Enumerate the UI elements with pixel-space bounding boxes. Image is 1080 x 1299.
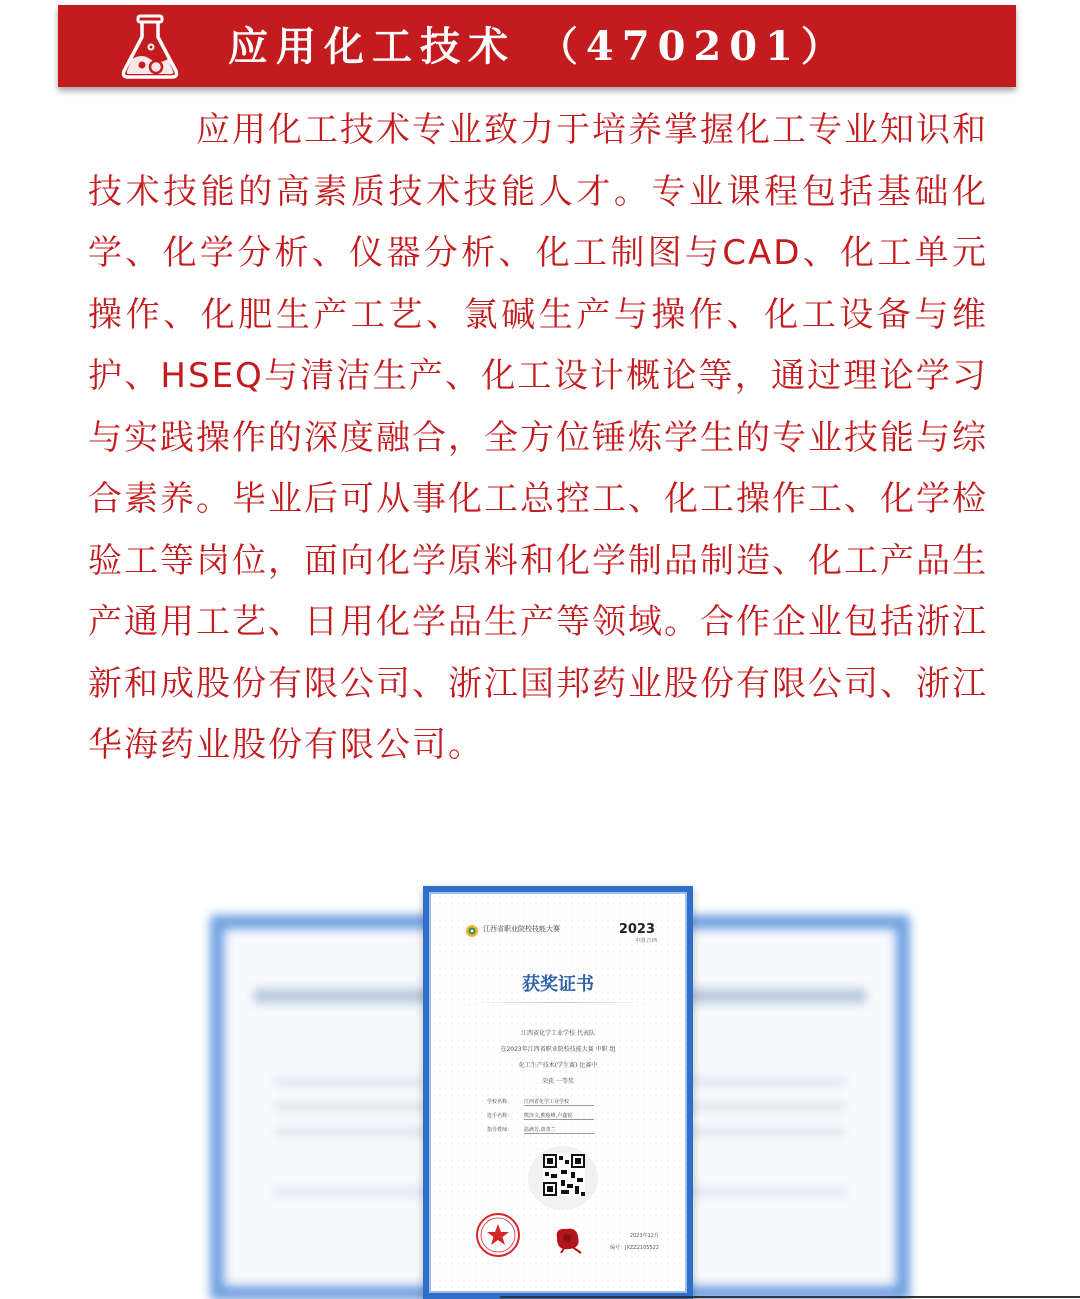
certificate-organizer: 江西省职业院校技能大赛 xyxy=(483,925,560,933)
certificate-school-field xyxy=(487,1098,594,1106)
program-description: 应用化工技术专业致力于培养掌握化工专业知识和技术技能的高素质技术技能人才。专业课程包括基础化学、化学分析、仪器分析、化工制图与CAD、化工单元操作、化肥生产工艺、氯碱生产与操作、化工设备与维护、HSEQ与清洁生产、化工设计概论等，通过理论学习与实践操作的深度融合，全方位锤炼学生的专业技能与综合素养。毕业后可从事化工总控工、化工操作工、化学检验工等岗位，面向化学原料和化学制品制造、化工产品生产通用工艺、日用化学品生产等领域。合作企业包括浙江新和成股份有限公司、浙江国邦药业股份有限公司、浙江华海药业股份有限公司。 xyxy=(88,110,988,765)
competition-logo-icon xyxy=(465,924,479,938)
certificate-date: 2023年12月 xyxy=(629,1233,659,1239)
certificate-teachers-field xyxy=(487,1126,594,1134)
official-seal-icon xyxy=(475,1212,521,1258)
certificate-category: 化工生产技术(学生赛) 比赛中 xyxy=(518,1062,598,1069)
players-value: 熊泽文,熊俊峰,卢鑫锐 xyxy=(524,1112,594,1120)
award-certificate xyxy=(423,886,693,1299)
certificate-award: 荣获 一等奖 xyxy=(542,1078,574,1085)
certificate-location: 中国 江西 xyxy=(635,938,657,944)
certificate-year: 2023 xyxy=(618,922,655,937)
certificate-players-field xyxy=(487,1112,594,1120)
page-title: 应用化工技术 （470201） xyxy=(228,23,849,70)
school-value: 江西省化学工业学校 xyxy=(524,1098,594,1106)
flask-icon xyxy=(118,13,182,81)
certificate-title: 获奖证书 xyxy=(522,974,594,995)
certificate-gallery xyxy=(0,860,1080,1299)
number-value: JXZZ2105522 xyxy=(624,1245,659,1251)
certificate-team: 江西省化学工业学校 代表队 xyxy=(521,1030,595,1037)
certificate-paper xyxy=(429,892,687,1293)
title-divider xyxy=(466,1002,650,1003)
number-label: 编号： xyxy=(609,1245,625,1251)
teachers-label: 指导教师： xyxy=(487,1127,513,1133)
wax-seal-icon xyxy=(551,1224,585,1254)
qr-code-icon xyxy=(543,1154,585,1196)
players-label: 选手名称： xyxy=(487,1113,513,1119)
header-banner xyxy=(58,5,1016,87)
certificate-event: 在2023年江西省职业院校技能大赛 中职 组 xyxy=(500,1046,616,1053)
certificate-number xyxy=(610,1244,659,1251)
bottom-divider xyxy=(500,1296,1080,1298)
teachers-value: 温满芳,唐善兰 xyxy=(524,1126,594,1134)
school-label: 学校名称： xyxy=(487,1099,513,1105)
